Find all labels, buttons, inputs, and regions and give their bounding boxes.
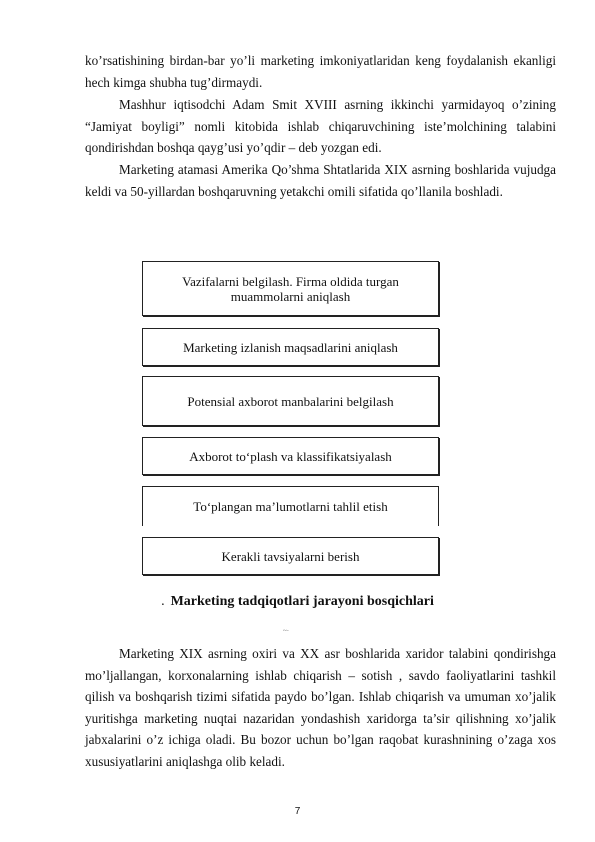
page-number: 7 [294, 806, 301, 817]
small-mark: ~· [283, 627, 290, 635]
caption-prefix: . [161, 594, 165, 609]
step-box-6 [142, 537, 439, 575]
diagram-caption [0, 594, 595, 610]
paragraph-2: Mashhur iqtisodchi Adam Smit XVIII asrning ikkinchi yarmidayoq o’zining “Jamiyat boyligi” nomli kitobida ishlab chiqaruvchining iste’molchining talabini qondirishdan boshqa qayg’usi yo’qdir – deb yozgan edi. [85, 97, 556, 155]
paragraph-4: Marketing XIX asrning oxiri va XX asr boshlarida xaridor talabini qondirishga mo’ljallangan, korxonalarning ishlab chiqarish – sotish , savdo faoliyatlarini tashkil qilish va boshqarish tizimi sifatida paydo bo’lgan. Ishlab chiqarish va umuman xo’jalik yuritishga marketing nuqtai nazaridan yondashish xaridorga ta’sir qilishning xo’jalik jabxalarini o’z ichiga oladi. Bu bozor uchun bo’lgan raqobat kurashnining o’zaga xos xususiyatlarini aniqlashga olib keladi. [85, 646, 556, 769]
step-box-4 [142, 437, 439, 475]
step-box-1 [142, 261, 439, 316]
step-label-2: Marketing izlanish maqsadlarini aniqlash [183, 339, 398, 355]
step-label-4: Axborot to‘plash va klassifikatsiyalash [189, 448, 392, 464]
caption-text: Marketing tadqiqotlari jarayoni bosqichlari [170, 594, 434, 609]
step-label-3: Potensial axborot manbalarini belgilash [187, 393, 394, 409]
step-box-5 [142, 486, 439, 526]
step-label-6: Kerakli tavsiyalarni berish [221, 548, 360, 564]
paragraph-1: ko’rsatishining birdan-bar yo’li marketing imkoniyatlaridan keng foydalanish ekanligi hech kimga shubha tug’dirmaydi. [85, 53, 556, 90]
step-label-1: Vazifalarni belgilash. Firma oldida turgan muammolarni aniqlash [182, 273, 399, 304]
step-box-2 [142, 328, 439, 366]
step-label-5: To‘plangan ma’lumotlarni tahlil etish [193, 499, 388, 514]
paragraph-3: Marketing atamasi Amerika Qo’shma Shtatlarida XIX asrning boshlarida vujudga keldi va 50-yillardan boshqaruvning yetakchi omili sifatida qo’llanila boshladi. [85, 162, 556, 199]
step-box-3 [142, 376, 439, 426]
